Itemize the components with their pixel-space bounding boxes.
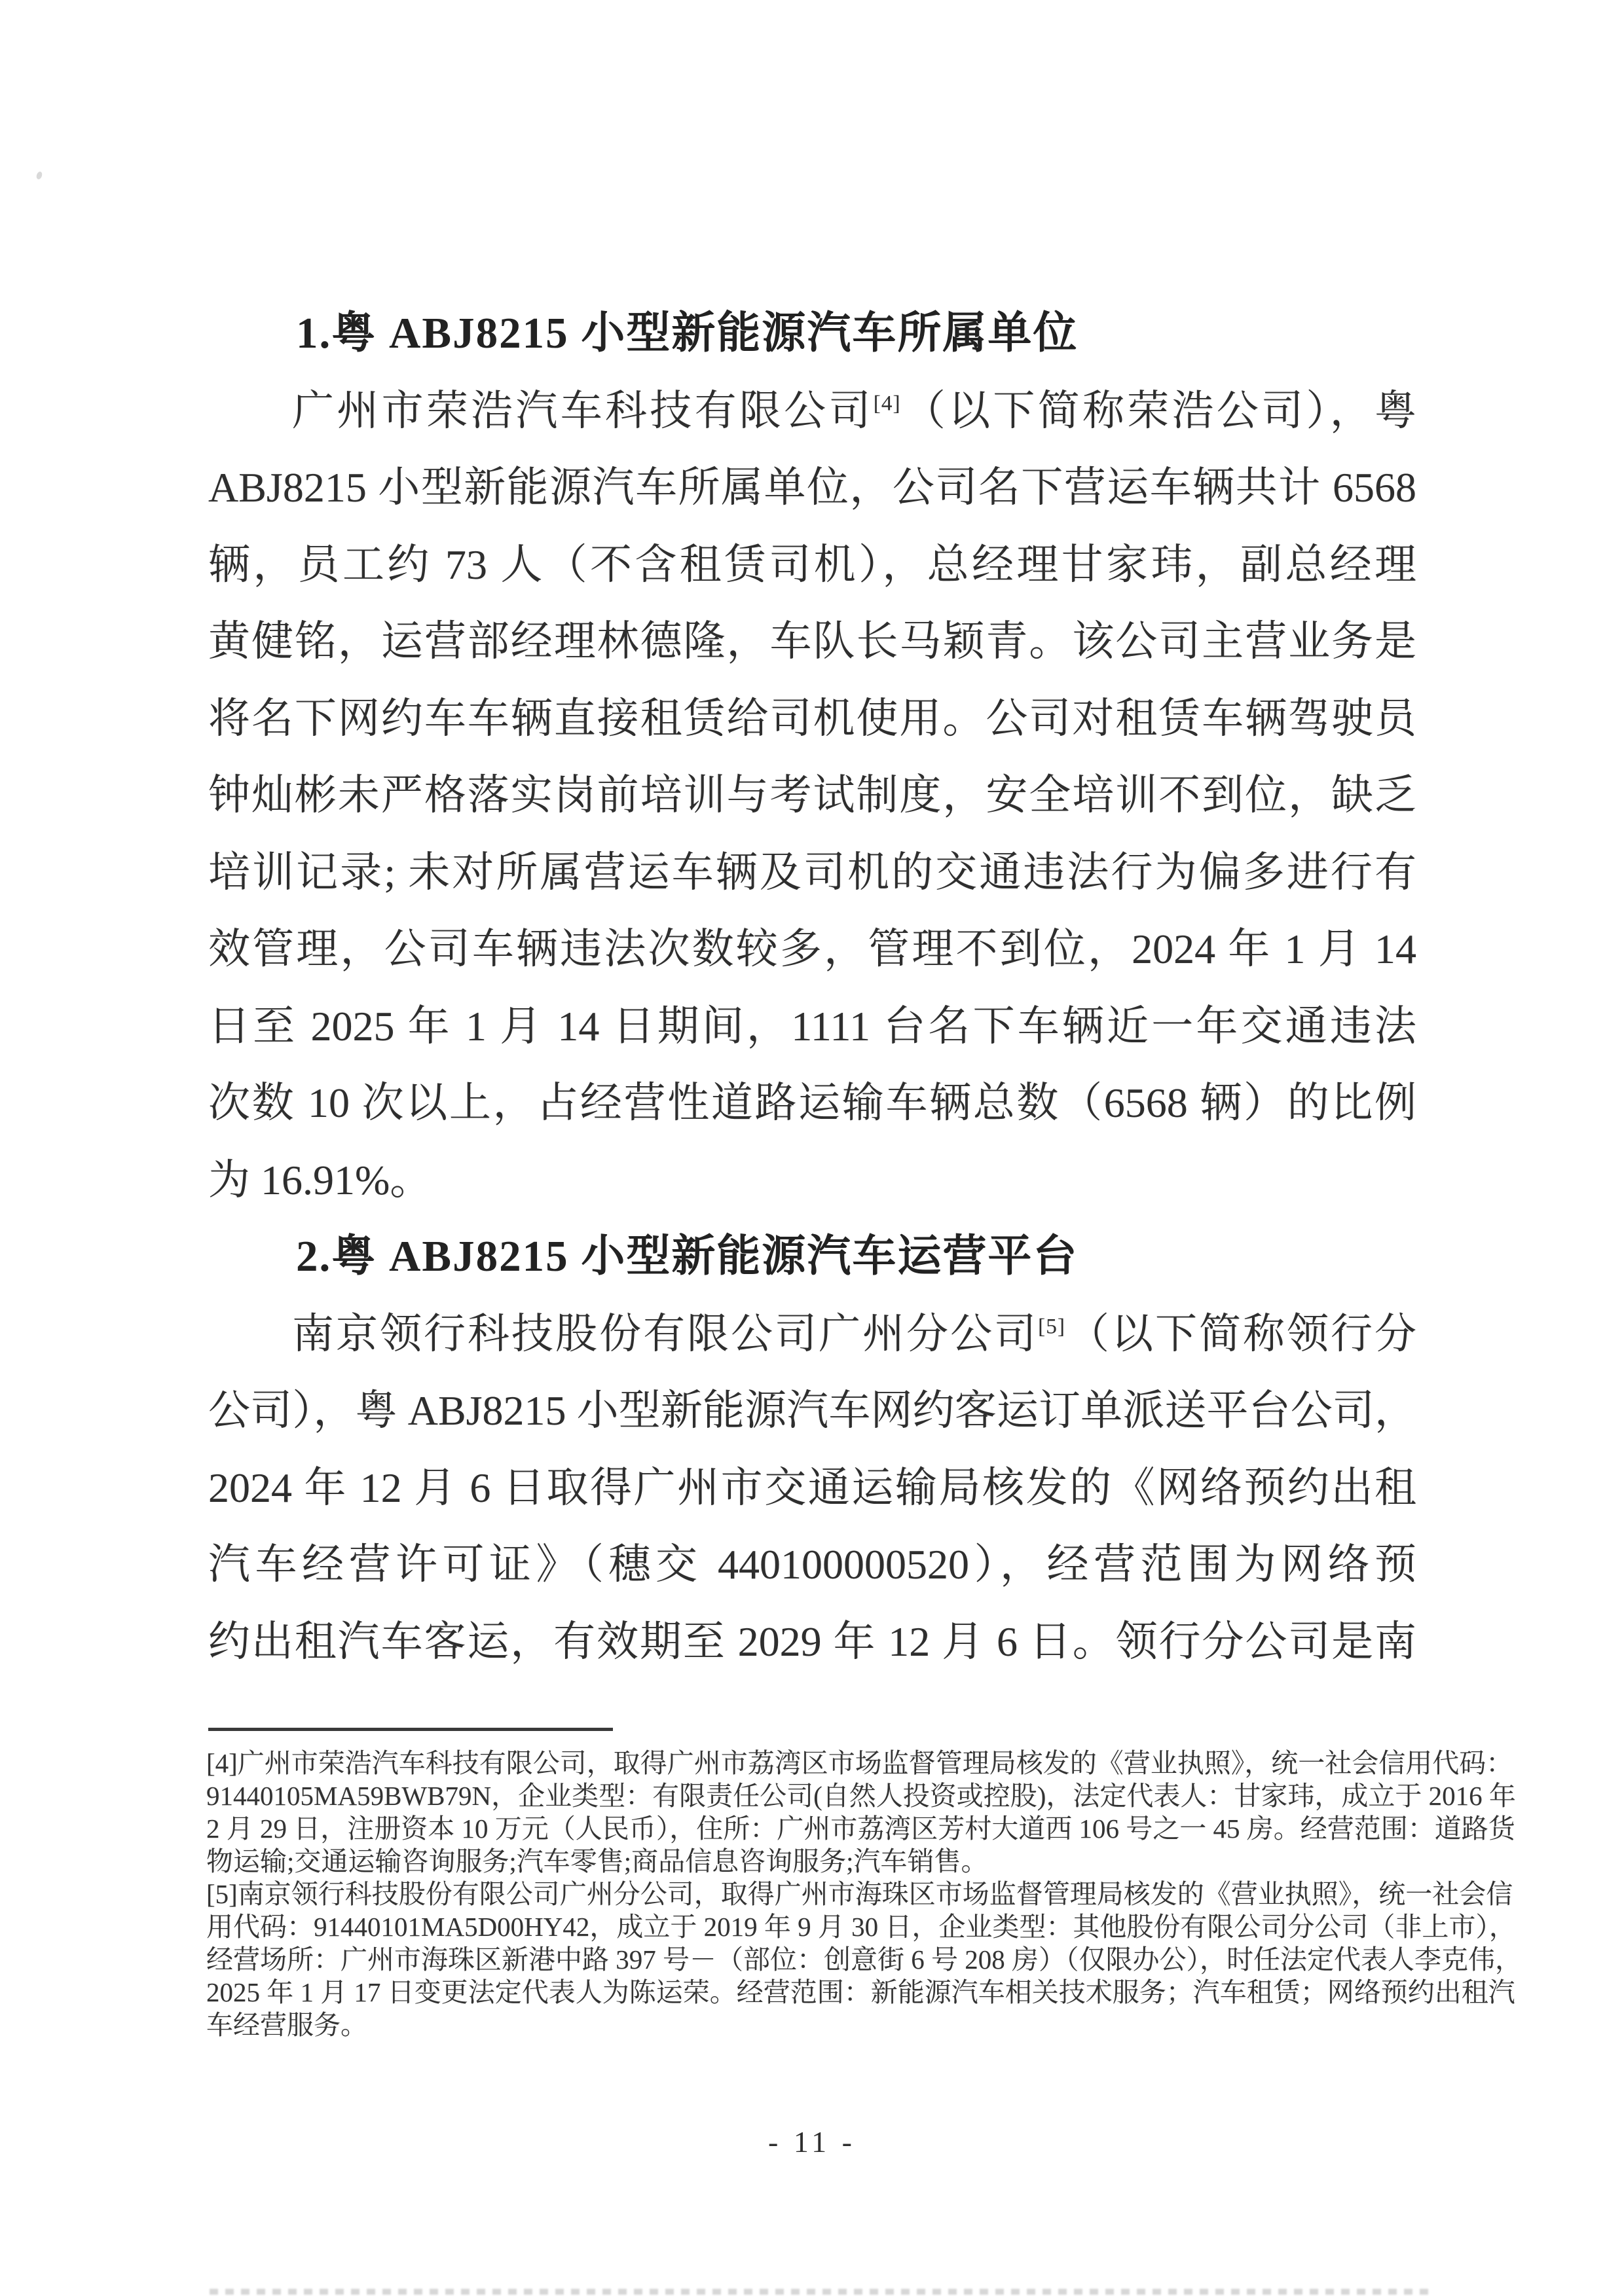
page-number: - 11 - bbox=[768, 2125, 856, 2159]
body-line: 2024 年 12 月 6 日取得广州市交通运输局核发的《网络预约出租 bbox=[208, 1464, 1416, 1511]
body-line: 黄健铭，运营部经理林德隆，车队长马颖青。该公司主营业务是 bbox=[208, 618, 1416, 665]
body-line: 汽车经营许可证》（穗交 440100000520），经营范围为网络预 bbox=[208, 1541, 1416, 1588]
footnote-line: 物运输;交通运输咨询服务;汽车零售;商品信息咨询服务;汽车销售。 bbox=[206, 1846, 988, 1876]
body-line: 次数 10 次以上，占经营性道路运输车辆总数（6568 辆）的比例 bbox=[208, 1080, 1416, 1126]
body-text-segment: （以下简称领行分 bbox=[1065, 1310, 1417, 1357]
body-line: 钟灿彬未严格落实岗前培训与考试制度，安全培训不到位，缺乏 bbox=[208, 772, 1416, 818]
body-text-segment: （以下简称荣浩公司），粤 bbox=[900, 387, 1417, 434]
footnote-line: 经营场所：广州市海珠区新港中路 397 号－（部位：创意街 6 号 208 房）（仅限办公），时任法定代表人李克伟， bbox=[206, 1944, 1522, 1975]
scan-artifact-speck bbox=[35, 171, 43, 180]
footnote-line: 2025 年 1 月 17 日变更法定代表人为陈运荣。经营范围：新能源汽车相关技术服务；汽车租赁；网络预约出租汽 bbox=[206, 1977, 1515, 2007]
body-line: 约出租汽车客运，有效期至 2029 年 12 月 6 日。领行分公司是南 bbox=[208, 1618, 1416, 1665]
body-line: 辆，员工约 73 人（不含租赁司机），总经理甘家玮，副总经理 bbox=[208, 541, 1416, 588]
footnote-line: 用代码：91440101MA5D00HY42，成立于 2019 年 9 月 30 日，企业类型：其他股份有限公司分公司（非上市）， bbox=[206, 1912, 1516, 1942]
footnote-line: 91440105MA59BWB79N，企业类型：有限责任公司(自然人投资或控股)，法定代表人：甘家玮，成立于 2016 年 bbox=[206, 1781, 1516, 1811]
section-2-heading: 2.粤 ABJ8215 小型新能源汽车运营平台 bbox=[296, 1232, 1079, 1281]
body-line bbox=[208, 373, 1416, 450]
footnote-separator bbox=[208, 1728, 613, 1731]
scan-artifact-next-page-edge bbox=[210, 2289, 1434, 2295]
section-1-heading: 1.粤 ABJ8215 小型新能源汽车所属单位 bbox=[296, 309, 1079, 357]
body-line: 为 16.91%。 bbox=[208, 1156, 432, 1203]
footnote-line: [5]南京领行科技股份有限公司广州分公司，取得广州市海珠区市场监督管理局核发的《营业执照》，统一社会信 bbox=[206, 1879, 1513, 1909]
footnote-ref-4: [4] bbox=[873, 391, 901, 416]
body-line bbox=[208, 1296, 1416, 1373]
body-line: 效管理，公司车辆违法次数较多，管理不到位，2024 年 1 月 14 bbox=[208, 926, 1416, 972]
footnotes bbox=[206, 1747, 1522, 2041]
body-line: 公司），粤 ABJ8215 小型新能源汽车网约客运订单派送平台公司， bbox=[208, 1387, 1416, 1434]
body-text-segment: 南京领行科技股份有限公司广州分公司 bbox=[292, 1310, 1039, 1357]
footnote-line: 车经营服务。 bbox=[206, 2010, 367, 2040]
footnote-line: [4]广州市荣浩汽车科技有限公司，取得广州市荔湾区市场监督管理局核发的《营业执照》，统一社会信用代码： bbox=[206, 1748, 1513, 1778]
footnote-line: 2 月 29 日，注册资本 10 万元（人民币），住所：广州市荔湾区芳村大道西 106 号之一 45 房。经营范围：道路货 bbox=[206, 1813, 1515, 1844]
body-line: 将名下网约车车辆直接租赁给司机使用。公司对租赁车辆驾驶员 bbox=[208, 695, 1416, 742]
body-line: 培训记录; 未对所属营运车辆及司机的交通违法行为偏多进行有 bbox=[208, 848, 1416, 896]
footnote-ref-5: [5] bbox=[1038, 1314, 1065, 1339]
body-text-segment: 广州市荣浩汽车科技有限公司 bbox=[292, 387, 874, 434]
body-line: 日至 2025 年 1 月 14 日期间，1111 台名下车辆近一年交通违法 bbox=[208, 1002, 1416, 1049]
body-line: ABJ8215 小型新能源汽车所属单位，公司名下营运车辆共计 6568 bbox=[208, 464, 1416, 511]
document-body bbox=[208, 295, 1416, 1680]
